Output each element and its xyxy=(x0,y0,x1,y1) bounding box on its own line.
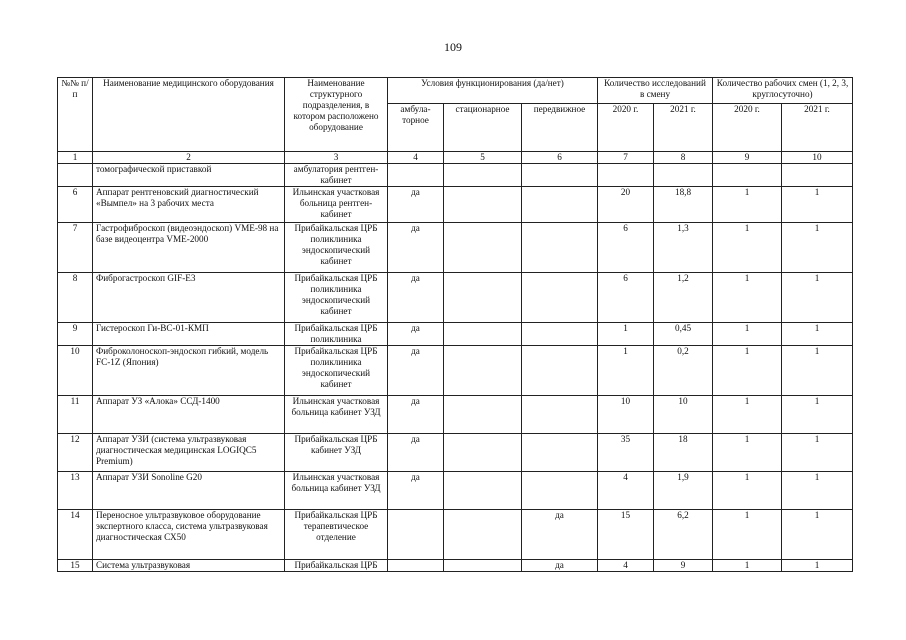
shifts-2020: 1 xyxy=(713,323,782,346)
row-number: 11 xyxy=(58,396,93,434)
count-2021: 18,8 xyxy=(654,187,713,223)
header-unit: Наименование структурного подразделения, в котором расположено оборудование xyxy=(285,78,388,152)
stationary-flag xyxy=(444,434,522,472)
stationary-flag xyxy=(444,396,522,434)
department: Прибайкальская ЦРБ поликлиника эндоскопический кабинет xyxy=(285,273,388,323)
equipment-name: Фиброколоноскоп-эндоскоп гибкий, модель FC-1Z (Япония) xyxy=(93,346,285,396)
mobile-flag xyxy=(522,273,598,323)
row-number: 13 xyxy=(58,472,93,510)
stationary-flag xyxy=(444,510,522,560)
shifts-2020: 1 xyxy=(713,346,782,396)
ambulatory-flag: да xyxy=(388,223,444,273)
ambulatory-flag: да xyxy=(388,472,444,510)
header-count-2021: 2021 г. xyxy=(654,104,713,152)
row-number: 15 xyxy=(58,560,93,572)
ambulatory-flag xyxy=(388,164,444,187)
table-row xyxy=(58,273,853,323)
ambulatory-flag: да xyxy=(388,273,444,323)
shifts-2020 xyxy=(713,164,782,187)
count-2021: 0,45 xyxy=(654,323,713,346)
table-row xyxy=(58,434,853,472)
count-2020: 10 xyxy=(598,396,654,434)
shifts-2020: 1 xyxy=(713,560,782,572)
count-2020: 1 xyxy=(598,323,654,346)
row-number: 12 xyxy=(58,434,93,472)
count-2020: 4 xyxy=(598,560,654,572)
ambulatory-flag xyxy=(388,560,444,572)
column-number: 8 xyxy=(654,152,713,164)
header-name: Наименование медицинского оборудования xyxy=(93,78,285,152)
ambulatory-flag xyxy=(388,510,444,560)
stationary-flag xyxy=(444,164,522,187)
column-number: 5 xyxy=(444,152,522,164)
column-number: 10 xyxy=(782,152,853,164)
equipment-name: Гастрофиброскоп (видеоэндоскоп) VME-98 на базе видеоцентра VME-2000 xyxy=(93,223,285,273)
ambulatory-flag: да xyxy=(388,434,444,472)
shifts-2020: 1 xyxy=(713,396,782,434)
shifts-2021: 1 xyxy=(782,323,853,346)
equipment-name: Аппарат УЗИ (система ультразвуковая диагностическая медицинская LOGIQC5 Premium) xyxy=(93,434,285,472)
column-number: 2 xyxy=(93,152,285,164)
table-row xyxy=(58,396,853,434)
table-row xyxy=(58,472,853,510)
header-conditions: Условия функционирования (да/нет) xyxy=(388,78,598,104)
count-2021: 10 xyxy=(654,396,713,434)
count-2020: 20 xyxy=(598,187,654,223)
column-number: 7 xyxy=(598,152,654,164)
header-shifts: Количество рабочих смен (1, 2, 3, круглосуточно) xyxy=(713,78,853,104)
shifts-2021: 1 xyxy=(782,187,853,223)
equipment-name: Гистероскоп Ги-ВС-01-КМП xyxy=(93,323,285,346)
count-2021: 18 xyxy=(654,434,713,472)
shifts-2021: 1 xyxy=(782,510,853,560)
department: Прибайкальская ЦРБ терапевтическое отделение xyxy=(285,510,388,560)
shifts-2020: 1 xyxy=(713,187,782,223)
count-2021: 6,2 xyxy=(654,510,713,560)
table-row xyxy=(58,187,853,223)
row-number: 6 xyxy=(58,187,93,223)
column-number-row xyxy=(58,152,853,164)
equipment-table xyxy=(57,77,853,572)
row-number xyxy=(58,164,93,187)
table-row xyxy=(58,510,853,560)
row-number: 7 xyxy=(58,223,93,273)
shifts-2021 xyxy=(782,164,853,187)
mobile-flag xyxy=(522,346,598,396)
header-shifts-2020: 2020 г. xyxy=(713,104,782,152)
shifts-2020: 1 xyxy=(713,223,782,273)
ambulatory-flag: да xyxy=(388,396,444,434)
header-mobile: передвижное xyxy=(522,104,598,152)
mobile-flag xyxy=(522,396,598,434)
count-2020 xyxy=(598,164,654,187)
column-number: 1 xyxy=(58,152,93,164)
stationary-flag xyxy=(444,273,522,323)
mobile-flag xyxy=(522,434,598,472)
shifts-2020: 1 xyxy=(713,434,782,472)
mobile-flag xyxy=(522,187,598,223)
department: Прибайкальская ЦРБ поликлиника эндоскопический кабинет xyxy=(285,346,388,396)
header-ambulatory: амбула-торное xyxy=(388,104,444,152)
department: Прибайкальская ЦРБ xyxy=(285,560,388,572)
count-2020: 35 xyxy=(598,434,654,472)
shifts-2020: 1 xyxy=(713,472,782,510)
department: Ильинская участковая больница рентген-кабинет xyxy=(285,187,388,223)
stationary-flag xyxy=(444,323,522,346)
stationary-flag xyxy=(444,560,522,572)
shifts-2021: 1 xyxy=(782,396,853,434)
mobile-flag xyxy=(522,323,598,346)
stationary-flag xyxy=(444,223,522,273)
header-num: №№ п/п xyxy=(58,78,93,152)
department: Ильинская участковая больница кабинет УЗД xyxy=(285,472,388,510)
row-number: 9 xyxy=(58,323,93,346)
table-row xyxy=(58,164,853,187)
count-2021 xyxy=(654,164,713,187)
shifts-2020: 1 xyxy=(713,273,782,323)
equipment-name: Аппарат УЗИ Sonoline G20 xyxy=(93,472,285,510)
equipment-name: Аппарат УЗ «Алока» ССД-1400 xyxy=(93,396,285,434)
header-count: Количество исследований в смену xyxy=(598,78,713,104)
count-2020: 15 xyxy=(598,510,654,560)
table-row xyxy=(58,223,853,273)
column-number: 4 xyxy=(388,152,444,164)
equipment-name: томографической приставкой xyxy=(93,164,285,187)
equipment-name: Фиброгастроскоп GIF-E3 xyxy=(93,273,285,323)
shifts-2021: 1 xyxy=(782,560,853,572)
shifts-2021: 1 xyxy=(782,434,853,472)
header-stationary: стационарное xyxy=(444,104,522,152)
row-number: 10 xyxy=(58,346,93,396)
table-row xyxy=(58,346,853,396)
column-number: 6 xyxy=(522,152,598,164)
count-2020: 4 xyxy=(598,472,654,510)
equipment-name: Система ультразвуковая xyxy=(93,560,285,572)
mobile-flag xyxy=(522,223,598,273)
equipment-name: Переносное ультразвуковое оборудование экспертного класса, система ультразвуковая диагностическая СХ50 xyxy=(93,510,285,560)
mobile-flag xyxy=(522,164,598,187)
department: Ильинская участковая больница кабинет УЗД xyxy=(285,396,388,434)
table-body xyxy=(58,152,853,572)
mobile-flag xyxy=(522,472,598,510)
stationary-flag xyxy=(444,187,522,223)
header-count-2020: 2020 г. xyxy=(598,104,654,152)
column-number: 3 xyxy=(285,152,388,164)
table-row xyxy=(58,560,853,572)
row-number: 8 xyxy=(58,273,93,323)
shifts-2021: 1 xyxy=(782,223,853,273)
table-row xyxy=(58,323,853,346)
shifts-2021: 1 xyxy=(782,346,853,396)
count-2021: 0,2 xyxy=(654,346,713,396)
count-2021: 1,9 xyxy=(654,472,713,510)
count-2021: 9 xyxy=(654,560,713,572)
shifts-2021: 1 xyxy=(782,273,853,323)
equipment-name: Аппарат рентгеновский диагностический «Вымпел» на 3 рабочих места xyxy=(93,187,285,223)
shifts-2020: 1 xyxy=(713,510,782,560)
count-2021: 1,2 xyxy=(654,273,713,323)
department: Прибайкальская ЦРБ поликлиника эндоскопический кабинет xyxy=(285,223,388,273)
column-number: 9 xyxy=(713,152,782,164)
page-number: 109 xyxy=(444,40,462,54)
count-2020: 1 xyxy=(598,346,654,396)
stationary-flag xyxy=(444,472,522,510)
ambulatory-flag: да xyxy=(388,187,444,223)
count-2021: 1,3 xyxy=(654,223,713,273)
count-2020: 6 xyxy=(598,273,654,323)
shifts-2021: 1 xyxy=(782,472,853,510)
stationary-flag xyxy=(444,346,522,396)
department: амбулатория рентген-кабинет xyxy=(285,164,388,187)
mobile-flag: да xyxy=(522,510,598,560)
header-shifts-2021: 2021 г. xyxy=(782,104,853,152)
department: Прибайкальская ЦРБ поликлиника xyxy=(285,323,388,346)
row-number: 14 xyxy=(58,510,93,560)
mobile-flag: да xyxy=(522,560,598,572)
department: Прибайкальская ЦРБ кабинет УЗД xyxy=(285,434,388,472)
count-2020: 6 xyxy=(598,223,654,273)
ambulatory-flag: да xyxy=(388,346,444,396)
ambulatory-flag: да xyxy=(388,323,444,346)
